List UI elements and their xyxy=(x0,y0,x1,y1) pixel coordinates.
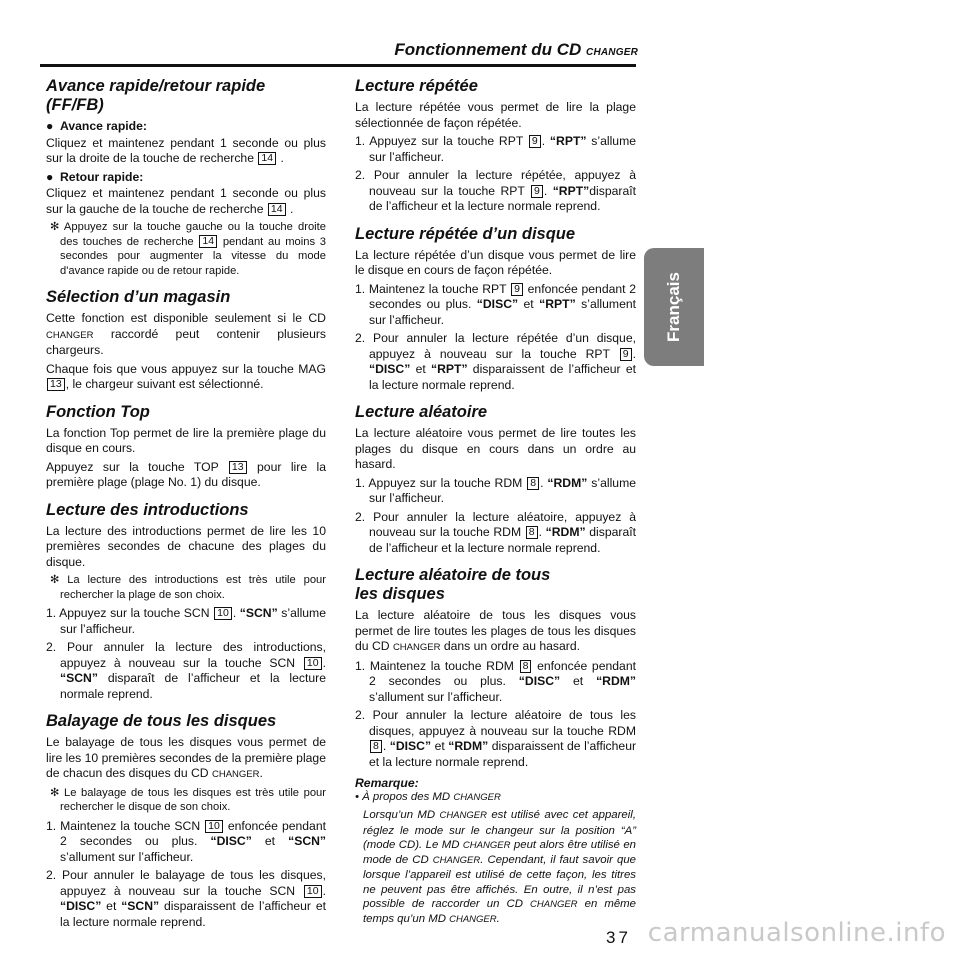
note: ✻ Appuyez sur la touche gauche ou la touche droite des touches de recherche 14 pendant au moins 3 secondes pour augmenter la vitesse du mode d'avance rapide ou de retour rapide. xyxy=(50,221,326,277)
title-line: les disques xyxy=(355,585,445,603)
key-box: 10 xyxy=(205,820,223,833)
text: La lecture des introductions est très utile pour rechercher la plage de son choix. xyxy=(60,574,326,601)
step-2: 2. Pour annuler la lecture aléatoire de tous les disques, appuyez à nouveau sur la touche RDM 8 . “DISC” et “RDM” disparaissent de l’afficheur et la lecture normale reprend. xyxy=(355,708,637,769)
display-indicator: “SCN” xyxy=(60,671,98,685)
step-1: 1. Appuyez sur la touche RDM 8 . “RDM” s’allume sur l’afficheur. xyxy=(355,475,637,505)
paragraph xyxy=(46,186,326,217)
paragraph xyxy=(46,311,326,359)
text: et xyxy=(573,674,584,688)
step-1 xyxy=(355,659,636,706)
text: 1. Maintenez la touche SCN xyxy=(46,818,201,833)
note: ✻ La lecture des introductions est très utile pour rechercher la plage de son choix. xyxy=(50,574,326,601)
text: 2. Pour annuler la lecture répétée d’un disque, appuyez à nouveau sur la touche RPT xyxy=(355,331,636,361)
step-1 xyxy=(46,819,326,866)
header-title-main: Fonctionnement du CD xyxy=(394,40,582,59)
display-indicator: “DISC” xyxy=(210,834,252,848)
text: 2. Pour annuler la lecture aléatoire, appuyez à nouveau sur la touche RDM xyxy=(355,509,636,539)
text: et xyxy=(434,739,445,753)
text: disparaissent de l’afficheur et la lecture normale reprend. xyxy=(60,899,327,929)
header-rule xyxy=(40,64,636,67)
text: dans un ordre au hasard. xyxy=(443,639,581,653)
bullet-dot-icon: ● xyxy=(46,169,54,184)
text: pour lire la première plage (plage No. 1) du disque. xyxy=(46,459,326,489)
remark-body: Lorsqu’un MD CHANGER est utilisé avec cet appareil, réglez le mode sur le changeur sur la position “A” (mode CD). Le MD CHANGER peut alors être utilisé en mode de CD CHANGER. Cependant, il faut savoir que lorsque l’appareil est utilisé de cette façon, les titres ne peuvent pas être affichés. En outre, il n’est pas possible de raccorder un CD CHANGER en même temps qu’un MD CHANGER. xyxy=(363,809,637,926)
display-indicator: “DISC” xyxy=(476,297,519,311)
text: Lorsqu’un MD xyxy=(363,809,436,822)
text: disparaît de l’afficheur et la lecture normale reprend. xyxy=(369,183,636,213)
bullet-retour-rapide xyxy=(46,170,326,186)
text: 2. Pour annuler la lecture répétée, appuyez à nouveau sur la touche RPT xyxy=(355,168,636,198)
remark-title: Remarque: xyxy=(355,776,419,790)
text: s’allument sur l’afficheur. xyxy=(369,689,503,704)
section-title-introductions: Lecture des introductions xyxy=(46,500,249,519)
key-box: 14 xyxy=(199,235,217,248)
key-box: 9 xyxy=(511,283,523,296)
paragraph xyxy=(46,460,326,491)
text: 2. Pour annuler le balayage de tous les disques, appuyez à nouveau sur la touche SCN xyxy=(46,868,326,898)
paragraph: La fonction Top permet de lire la première plage du disque en cours. xyxy=(46,425,326,455)
text: Appuyez sur la touche gauche ou la touche droite des touches de recherche xyxy=(60,221,326,248)
step-1: 1. Appuyez sur la touche RPT 9 . “RPT” s’allume sur l’afficheur. xyxy=(355,134,637,164)
step-2: 2. Pour annuler le balayage de tous les disques, appuyez à nouveau sur la touche SCN 10 . “DISC” et “SCN” disparaissent de l’afficheur et la lecture normale reprend. xyxy=(46,868,327,929)
bullet-label: Avance rapide: xyxy=(60,119,147,133)
paragraph xyxy=(46,362,326,393)
text: disparaît de l’afficheur et la lecture normale reprend. xyxy=(60,671,326,701)
language-tab xyxy=(644,248,704,366)
text: 1. Maintenez la touche RDM xyxy=(355,658,514,673)
text: La lecture aléatoire de tous les disques vous permet de lire toutes les plages de tous les disques du CD xyxy=(355,608,636,653)
display-indicator: “RDM” xyxy=(596,674,637,688)
page-number: 37 xyxy=(606,928,631,947)
display-indicator: “SCN” xyxy=(288,834,327,848)
key-box: 14 xyxy=(258,152,276,165)
key-box: 10 xyxy=(304,885,322,898)
small-caps-text: CHANGER xyxy=(212,769,260,780)
paragraph: La lecture répétée vous permet de lire la plage sélectionnée de façon répétée. xyxy=(355,100,636,130)
display-indicator: “SCN” xyxy=(121,899,160,913)
step-2: 2. Pour annuler la lecture répétée, appuyez à nouveau sur la touche RPT 9 . “RPT”disparaît de l’afficheur et la lecture normale reprend. xyxy=(355,168,636,213)
display-indicator: “DISC” xyxy=(60,899,102,913)
paragraph xyxy=(46,136,326,167)
key-box: 9 xyxy=(531,185,543,198)
step-1: 1. Appuyez sur la touche SCN 10 . “SCN” s’allume sur l’afficheur. xyxy=(46,606,326,636)
text: s’allument sur l’afficheur. xyxy=(369,297,637,327)
text: • À propos des MD xyxy=(355,791,451,803)
small-caps-text: CHANGER xyxy=(449,914,497,926)
text: . xyxy=(289,201,294,216)
section-title-repetee-disque: Lecture répétée d’un disque xyxy=(355,224,576,243)
paragraph: La lecture répétée d’un disque vous permet de lire le disque en cours de façon répétée. xyxy=(355,247,636,277)
section-title-fonction-top: Fonction Top xyxy=(46,402,150,421)
text: s’allume sur l’afficheur. xyxy=(369,134,637,164)
display-indicator: “SCN” xyxy=(239,606,278,620)
small-caps-text: CHANGER xyxy=(462,839,511,851)
text: Cette fonction est disponible seulement si le CD xyxy=(46,311,326,325)
key-box: 8 xyxy=(520,660,532,673)
language-tab-label: Français xyxy=(664,272,683,342)
section-title-magasin: Sélection d’un magasin xyxy=(46,288,231,306)
text: enfoncée pendant 2 secondes ou plus. xyxy=(369,658,636,688)
section-title-aleatoire-disques xyxy=(355,566,636,604)
header-title-small: CHANGER xyxy=(586,47,638,58)
bullet-dot-icon: ● xyxy=(46,119,54,133)
small-caps-text: CHANGER xyxy=(453,792,501,803)
paragraph xyxy=(355,608,636,656)
text: raccordé peut contenir plusieurs chargeurs. xyxy=(46,326,326,357)
display-indicator: “RPT” xyxy=(430,362,468,376)
paragraph: La lecture des introductions permet de lire les 10 premières secondes de chacune des plages du disque. xyxy=(46,523,326,569)
key-box: 13 xyxy=(47,378,65,391)
paragraph: La lecture aléatoire vous permet de lire toutes les plages du disque en cours dans un ordre au hasard. xyxy=(355,426,636,471)
key-box: 10 xyxy=(304,657,322,670)
display-indicator: “RPT” xyxy=(549,134,587,148)
key-box: 9 xyxy=(620,348,632,361)
text: 1. Appuyez sur la touche SCN xyxy=(46,606,210,620)
text: 1. Appuyez sur la touche RPT xyxy=(355,134,524,148)
text: Cliquez et maintenez pendant 1 seconde ou plus sur la droite de la touche de recherche xyxy=(46,135,326,165)
small-caps-text: CHANGER xyxy=(530,899,578,911)
text: et xyxy=(523,297,534,311)
text: en même temps qu’un MD xyxy=(363,898,637,926)
text: Le balayage de tous les disques est très utile pour rechercher le disque de son choix. xyxy=(60,786,326,813)
right-column xyxy=(355,77,636,931)
display-indicator: “RDM” xyxy=(545,525,586,539)
key-box: 8 xyxy=(526,526,538,539)
text: , le chargeur suivant est sélectionné. xyxy=(65,377,264,391)
section-title-lecture-aleatoire: Lecture aléatoire xyxy=(355,403,488,421)
text: s’allume sur l’afficheur. xyxy=(60,606,326,636)
display-indicator: “DISC” xyxy=(389,739,432,753)
text: et xyxy=(106,899,117,913)
step-2: 2. Pour annuler la lecture aléatoire, appuyez à nouveau sur la touche RDM 8 . “RDM” disparaît de l’afficheur et la lecture normale reprend. xyxy=(355,509,636,555)
bullet-avance-rapide xyxy=(46,119,326,135)
text: et xyxy=(264,834,276,848)
text: disparaît de l’afficheur et la lecture normale reprend. xyxy=(369,525,636,555)
text: et xyxy=(415,362,426,376)
paragraph: Le balayage de tous les disques vous permet de lire les 10 premières secondes de la première plage de chacun des disques du CD CHANGER. xyxy=(46,735,326,780)
section-title-balayage: Balayage de tous les disques xyxy=(46,712,277,730)
left-column xyxy=(46,77,326,933)
text: Cliquez et maintenez pendant 1 seconde ou plus sur la gauche de la touche de recherche xyxy=(46,186,326,216)
key-box: 13 xyxy=(229,461,247,474)
text: s’allume sur l’afficheur. xyxy=(369,475,637,505)
small-caps-text: CHANGER xyxy=(392,642,441,653)
text: disparaissent de l’afficheur et la lecture normale reprend. xyxy=(369,362,636,392)
display-indicator: “DISC” xyxy=(369,362,411,376)
note: ✻ Le balayage de tous les disques est très utile pour rechercher le disque de son choix. xyxy=(50,786,326,813)
display-indicator: “DISC” xyxy=(518,674,561,688)
small-caps-text: CHANGER xyxy=(46,329,94,341)
small-caps-text: CHANGER xyxy=(439,810,487,822)
key-box: 14 xyxy=(268,203,286,216)
small-caps-text: CHANGER xyxy=(432,855,481,867)
text: . Cependant, il faut savoir que lorsque l’appareil est utilisé de cette façon, les titres ne peuvent pas être affichés. En outre, il n’est pas possible de raccorder un CD xyxy=(363,854,636,911)
text: 1. Appuyez sur la touche RDM xyxy=(355,475,523,490)
key-box: 8 xyxy=(370,740,382,753)
section-title-lecture-repetee: Lecture répétée xyxy=(355,77,478,95)
text: 2. Pour annuler la lecture des introductions, appuyez à nouveau sur la touche SCN xyxy=(46,640,326,670)
key-box: 10 xyxy=(214,607,232,620)
display-indicator: “RDM” xyxy=(448,739,489,753)
key-box: 8 xyxy=(527,477,539,490)
text: est utilisé avec cet appareil, réglez le mode sur le changeur sur la position “A” (mode CD). Le MD xyxy=(363,809,636,851)
text: disparaissent de l’afficheur et la lecture normale reprend. xyxy=(369,739,637,769)
text: Appuyez sur la touche TOP xyxy=(46,459,219,474)
display-indicator: “RPT” xyxy=(539,297,576,311)
text: Chaque fois que vous appuyez sur la touche MAG xyxy=(46,361,326,376)
watermark: carmanualsonline.info xyxy=(647,918,946,948)
text: peut alors être utilisé en mode de CD xyxy=(363,838,637,867)
section-title-ff-fb: Avance rapide/retour rapide (FF/FB) xyxy=(46,77,266,114)
text: enfoncée pendant 2 secondes ou plus. xyxy=(369,281,637,311)
text: . xyxy=(280,151,284,165)
step-1 xyxy=(355,282,636,329)
bullet-label: Retour rapide: xyxy=(60,169,144,184)
text: 2. Pour annuler la lecture aléatoire de tous les disques, appuyez à nouveau sur la touche RDM xyxy=(355,708,636,738)
display-indicator: “RDM” xyxy=(547,475,588,490)
step-2: 2. Pour annuler la lecture répétée d’un disque, appuyez à nouveau sur la touche RPT 9 . “DISC” et “RPT” disparaissent de l’afficheur et la lecture normale reprend. xyxy=(355,331,636,392)
text: s’allument sur l’afficheur. xyxy=(60,849,194,864)
key-box: 9 xyxy=(529,135,541,148)
text: Le balayage de tous les disques vous permet de lire les 10 premières secondes de la première plage de chacun des disques du CD xyxy=(46,735,326,780)
title-line: Lecture aléatoire de tous xyxy=(355,566,551,584)
page-header-title xyxy=(394,40,638,60)
text: enfoncée pendant 2 secondes ou plus. xyxy=(60,818,327,848)
display-indicator: “RPT” xyxy=(552,183,590,198)
text: 1. Maintenez la touche RPT xyxy=(355,281,507,296)
text: pendant au moins 3 secondes pour augmenter la vitesse du mode d'avance rapide ou de retour rapide. xyxy=(60,235,326,277)
step-2: 2. Pour annuler la lecture des introductions, appuyez à nouveau sur la touche SCN 10 . “SCN” disparaît de l’afficheur et la lecture normale reprend. xyxy=(46,640,326,701)
remark-bullet xyxy=(355,790,636,805)
